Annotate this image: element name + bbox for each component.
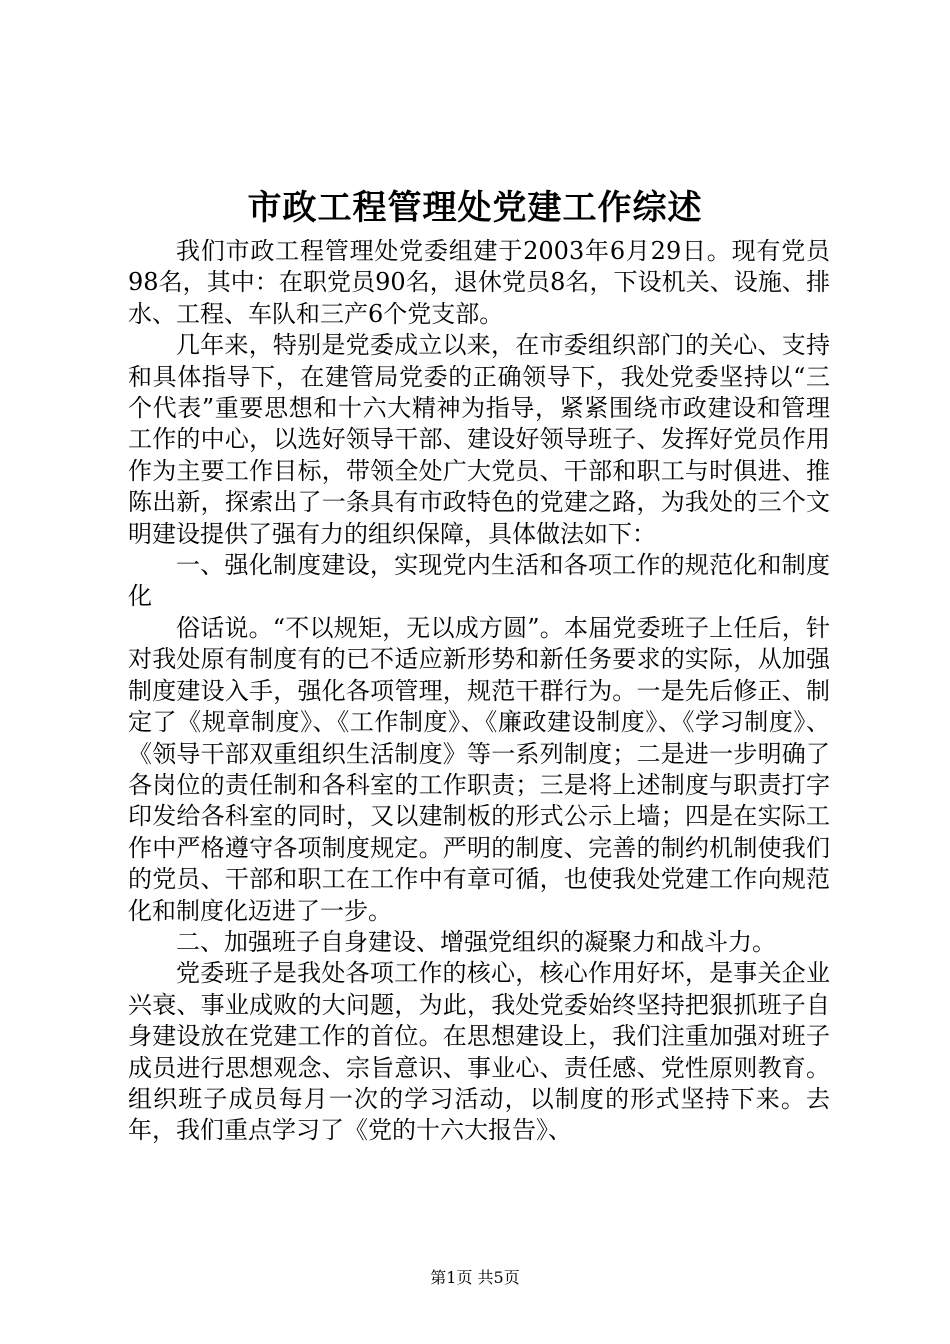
paragraph: 党委班子是我处各项工作的核心，核心作用好坏，是事关企业兴衰、事业成败的大问题，为此，我处党委始终坚持把狠抓班子自身建设放在党建工作的首位。在思想建设上，我们注重加强对班子成员进行思想观念、宗旨意识、事业心、责任感、党性原则教育。组织班子成员每月一次的学习活动，以制度的形式坚持下来。去年，我们重点学习了《党的十六大报告》、 bbox=[128, 959, 830, 1145]
paragraph: 俗话说。“不以规矩，无以成方圆”。本届党委班子上任后，针对我处原有制度有的已不适应新形势和新任务要求的实际，从加强制度建设入手，强化各项管理，规范干群行为。一是先后修正、制定了《规章制度》、《工作制度》、《廉政建设制度》、《学习制度》、《领导干部双重组织生活制度》等一系列制度；二是进一步明确了各岗位的责任制和各科室的工作职责；三是将上述制度与职责打字印发给各科室的同时，又以建制板的形式公示上墙；四是在实际工作中严格遵守各项制度规定。严明的制度、完善的制约机制使我们的党员、干部和职工在工作中有章可循，也使我处党建工作向规范化和制度化迈进了一步。 bbox=[128, 613, 830, 925]
section-heading: 二、加强班子自身建设、增强党组织的凝聚力和战斗力。 bbox=[176, 927, 776, 956]
document-body bbox=[128, 236, 830, 1147]
paragraph: 我们市政工程管理处党委组建于2003年6月29日。现有党员98名，其中：在职党员90名，退休党员8名，下设机关、设施、排水、工程、车队和三产6个党支部。 bbox=[128, 237, 830, 328]
section-heading: 一、强化制度建设，实现党内生活和各项工作的规范化和制度化 bbox=[128, 551, 830, 611]
page-number-footer: 第1页 共5页 bbox=[430, 1268, 520, 1287]
document-title: 市政工程管理处党建工作综述 bbox=[247, 188, 703, 228]
paragraph: 几年来，特别是党委成立以来，在市委组织部门的关心、支持和具体指导下，在建管局党委的正确领导下，我处党委坚持以“三个代表”重要思想和十六大精神为指导，紧紧围绕市政建设和管理工作的中心，以选好领导干部、建设好领导班子、发挥好党员作用作为主要工作目标，带领全处广大党员、干部和职工与时俱进、推陈出新，探索出了一条具有市政特色的党建之路，为我处的三个文明建设提供了强有力的组织保障，具体做法如下： bbox=[128, 331, 830, 548]
